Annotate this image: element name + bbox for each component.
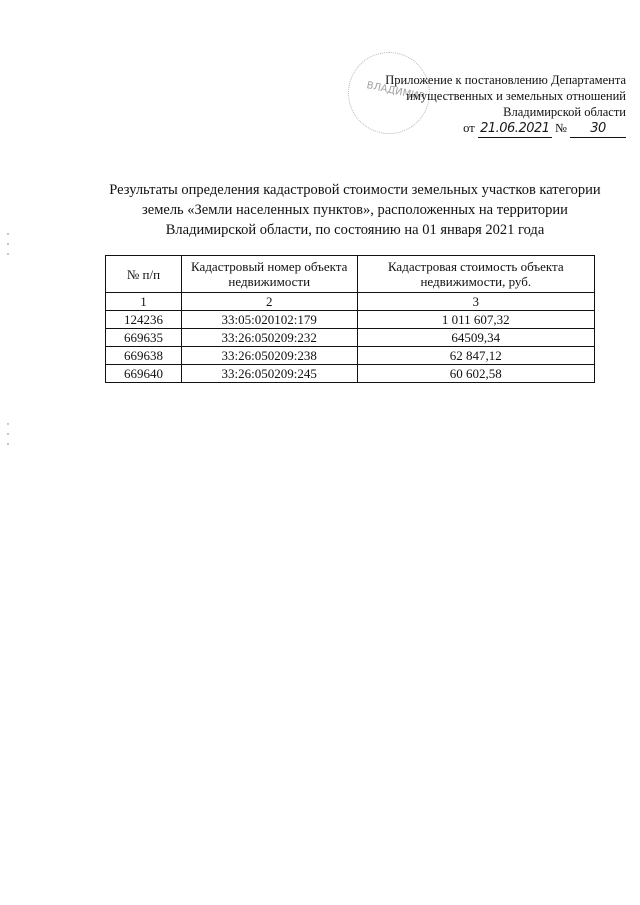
document-header (385, 72, 626, 138)
table-row (106, 347, 595, 365)
title-line-3: Владимирской области, по состоянию на 01 января 2021 года (165, 222, 545, 238)
header-number: № п/п (106, 256, 182, 293)
cadastral-value-cell: 62 847,12 (357, 347, 594, 365)
cadastral-value-table (105, 255, 595, 383)
row-index-cell: 669635 (106, 329, 182, 347)
cadastral-value-cell: 60 602,58 (357, 365, 594, 383)
table-header-row (106, 256, 595, 293)
column-number-cell: 3 (357, 293, 594, 311)
table-row (106, 329, 595, 347)
order-date-number (385, 120, 626, 138)
table-row (106, 365, 595, 383)
number-label: № (554, 121, 567, 135)
header-cadastral-value: Кадастровая стоимость объекта недвижимости, руб. (357, 256, 594, 293)
cadastral-number-cell: 33:05:020102:179 (181, 311, 357, 329)
row-index-cell: 669638 (106, 347, 182, 365)
title-line-2: земель «Земли населенных пунктов», расположенных на территории (142, 202, 568, 218)
stamp-text: ВЛАДИМИР (365, 80, 426, 103)
header-line-3: Владимирской области (503, 105, 626, 119)
column-number-cell: 2 (181, 293, 357, 311)
row-index-cell: 124236 (106, 311, 182, 329)
handwritten-date: 21.06.2021 (478, 121, 552, 138)
row-index-cell: 669640 (106, 365, 182, 383)
scan-margin-marks (7, 420, 9, 450)
table-row (106, 311, 595, 329)
header-line-1: Приложение к постановлению Департамента (385, 73, 626, 87)
column-number-cell: 1 (106, 293, 182, 311)
title-line-1: Результаты определения кадастровой стоимости земельных участков категории (109, 182, 601, 198)
handwritten-number: 30 (570, 121, 626, 138)
cadastral-number-cell: 33:26:050209:245 (181, 365, 357, 383)
header-cadastral-number: Кадастровый номер объекта недвижимости (181, 256, 357, 293)
cadastral-value-cell: 1 011 607,32 (357, 311, 594, 329)
document-title (90, 180, 620, 240)
scan-margin-marks (7, 230, 9, 260)
from-label: от (463, 121, 475, 135)
header-line-2: имущественных и земельных отношений (406, 89, 626, 103)
cadastral-value-cell: 64509,34 (357, 329, 594, 347)
cadastral-number-cell: 33:26:050209:232 (181, 329, 357, 347)
column-number-row (106, 293, 595, 311)
cadastral-number-cell: 33:26:050209:238 (181, 347, 357, 365)
